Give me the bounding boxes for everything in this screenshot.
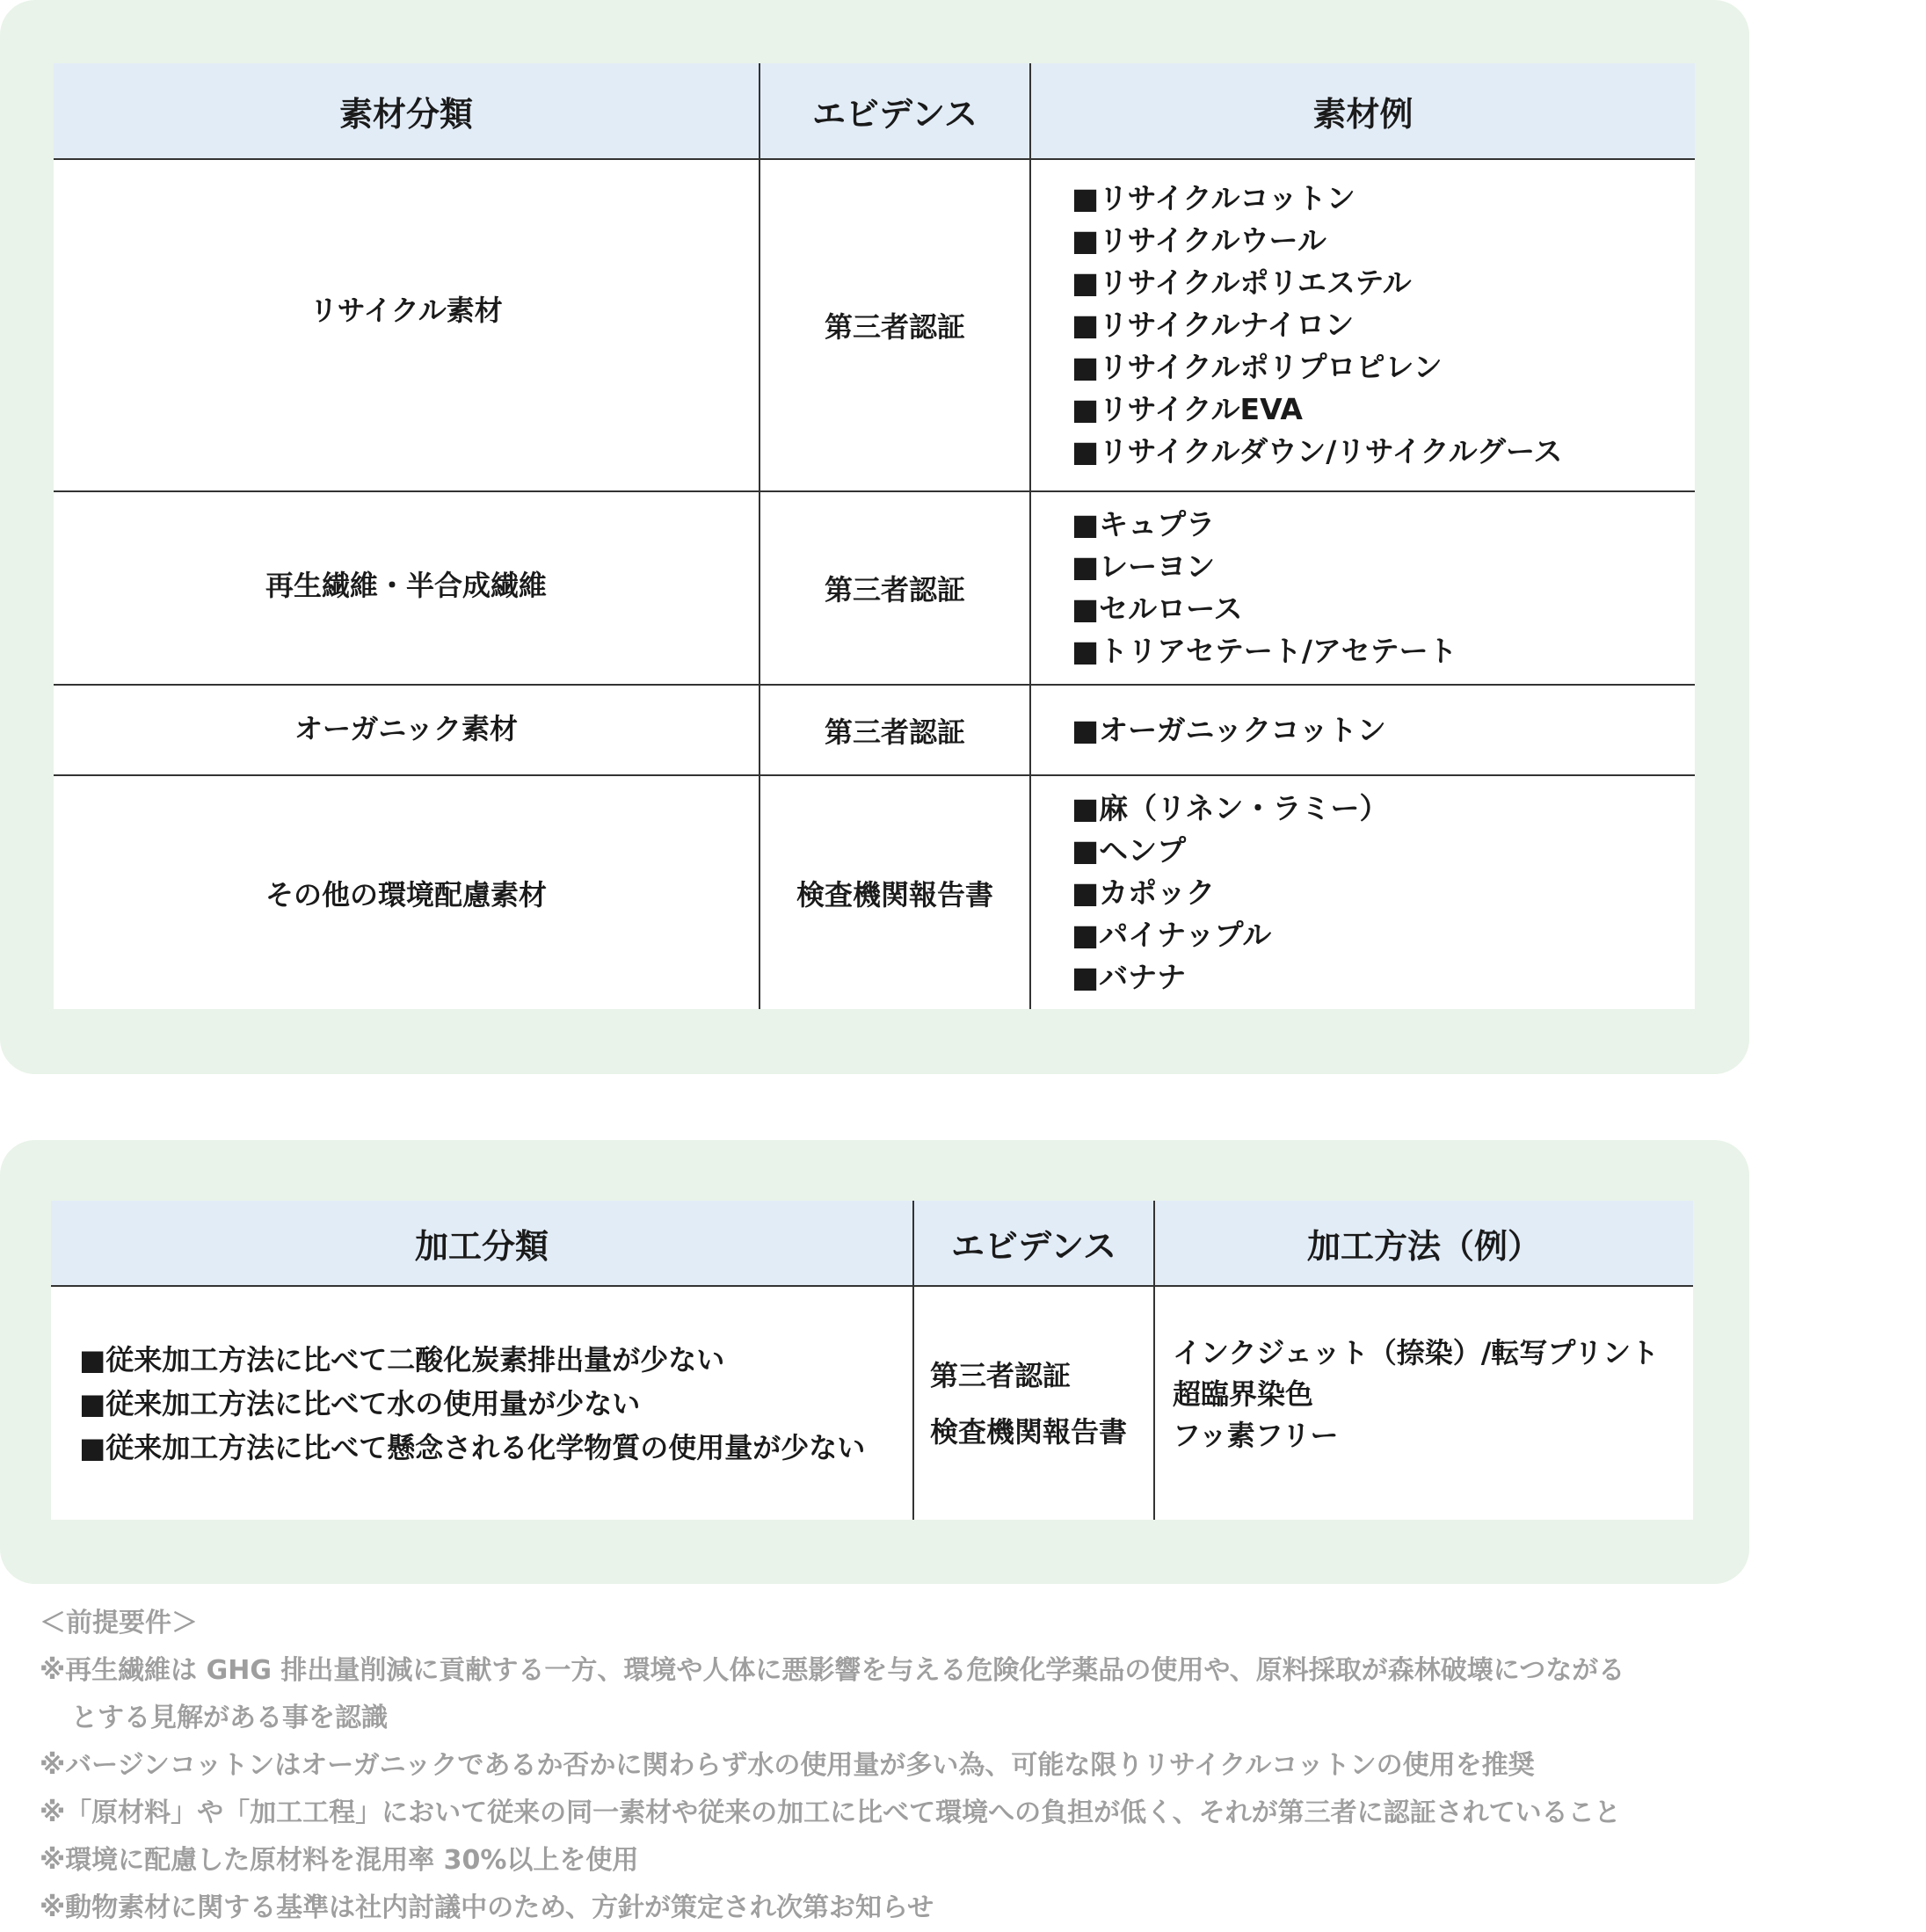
list-item: 検査機関報告書 bbox=[930, 1414, 1128, 1449]
list-item: ■リサイクルウール bbox=[1072, 223, 1326, 258]
material-category: オーガニック素材 bbox=[54, 685, 759, 775]
list-item: ■リサイクルEVA bbox=[1072, 392, 1303, 426]
table-row bbox=[54, 491, 1695, 685]
table-row bbox=[51, 1286, 1693, 1520]
list-item: 超臨界染色 bbox=[1173, 1376, 1314, 1411]
note-line: ※バージンコットンはオーガニックであるか否かに関わらず水の使用量が多い為、可能な限りリサイクルコットンの使用を推奨 bbox=[40, 1750, 1535, 1781]
notes-title: ＜前提要件＞ bbox=[40, 1608, 198, 1638]
note-line: とする見解がある事を認識 bbox=[71, 1703, 388, 1733]
list-item: ■パイナップル bbox=[1072, 917, 1272, 952]
list-item: ■リサイクルダウン/リサイクルグース bbox=[1072, 434, 1563, 468]
list-item: ■従来加工方法に比べて二酸化炭素排出量が少ない bbox=[79, 1342, 725, 1376]
processing-evidence bbox=[913, 1286, 1154, 1520]
material-examples bbox=[1030, 685, 1695, 775]
material-examples bbox=[1030, 491, 1695, 685]
list-item: ■キュプラ bbox=[1072, 507, 1216, 541]
list-item: ■カポック bbox=[1072, 875, 1216, 910]
list-item: ■リサイクルナイロン bbox=[1072, 308, 1355, 342]
table-row bbox=[54, 685, 1695, 775]
evidence-cell: 検査機関報告書 bbox=[759, 775, 1030, 1009]
list-item: ■従来加工方法に比べて懸念される化学物質の使用量が少ない bbox=[79, 1430, 866, 1464]
header-material-examples: 素材例 bbox=[1030, 63, 1695, 159]
list-item: ■リサイクルポリエステル bbox=[1072, 265, 1412, 300]
list-item: 第三者認証 bbox=[930, 1358, 1072, 1392]
header-material-category: 素材分類 bbox=[54, 63, 759, 159]
processing-methods bbox=[1154, 1286, 1693, 1520]
list-item: インクジェット（捺染）/転写プリント bbox=[1173, 1335, 1660, 1369]
note-line: ※動物素材に関する基準は社内討議中のため、方針が策定され次第お知らせ bbox=[40, 1892, 934, 1923]
list-item: ■麻（リネン・ラミー） bbox=[1072, 790, 1389, 825]
material-category: その他の環境配慮素材 bbox=[54, 775, 759, 1009]
table-row bbox=[54, 775, 1695, 1009]
list-item: ■リサイクルポリプロピレン bbox=[1072, 350, 1443, 384]
note-line: ※環境に配慮した原材料を混用率 30%以上を使用 bbox=[40, 1845, 639, 1876]
note-line: ※「原材料」や「加工工程」において従来の同一素材や従来の加工に比べて環境への負担が低く、それが第三者に認証されていること bbox=[40, 1798, 1621, 1828]
processing-header-row bbox=[51, 1201, 1693, 1286]
evidence-cell: 第三者認証 bbox=[759, 685, 1030, 775]
material-category: リサイクル素材 bbox=[309, 293, 503, 327]
header-evidence: エビデンス bbox=[913, 1201, 1154, 1286]
processing-categories bbox=[51, 1286, 913, 1520]
material-category: 再生繊維・半合成繊維 bbox=[54, 491, 759, 685]
list-item: ■オーガニックコットン bbox=[1072, 712, 1386, 747]
material-examples bbox=[1030, 159, 1695, 491]
list-item: ■バナナ bbox=[1072, 959, 1187, 994]
list-item: ■セルロース bbox=[1072, 592, 1243, 626]
evidence-cell: 第三者認証 bbox=[759, 491, 1030, 685]
header-processing-methods: 加工方法（例） bbox=[1154, 1201, 1693, 1286]
header-processing-category: 加工分類 bbox=[51, 1201, 913, 1286]
list-item: ■リサイクルコットン bbox=[1072, 181, 1355, 215]
list-item: フッ素フリー bbox=[1173, 1418, 1339, 1452]
list-item: ■レーヨン bbox=[1072, 549, 1216, 584]
materials-table bbox=[54, 63, 1695, 1009]
evidence-cell: 第三者認証 bbox=[759, 159, 1030, 491]
processing-table bbox=[51, 1201, 1693, 1520]
note-line: ※再生繊維は GHG 排出量削減に貢献する一方、環境や人体に悪影響を与える危険化学薬品の使用や、原料採取が森林破壊につながる bbox=[40, 1655, 1625, 1686]
prerequisites-notes bbox=[40, 1600, 1727, 1932]
materials-header-row bbox=[54, 63, 1695, 159]
header-evidence: エビデンス bbox=[759, 63, 1030, 159]
list-item: ■トリアセテート/アセテート bbox=[1072, 634, 1457, 668]
list-item: ■従来加工方法に比べて水の使用量が少ない bbox=[79, 1386, 641, 1420]
list-item: ■ヘンプ bbox=[1072, 832, 1187, 868]
table-row bbox=[54, 159, 1695, 491]
material-examples bbox=[1030, 775, 1695, 1009]
